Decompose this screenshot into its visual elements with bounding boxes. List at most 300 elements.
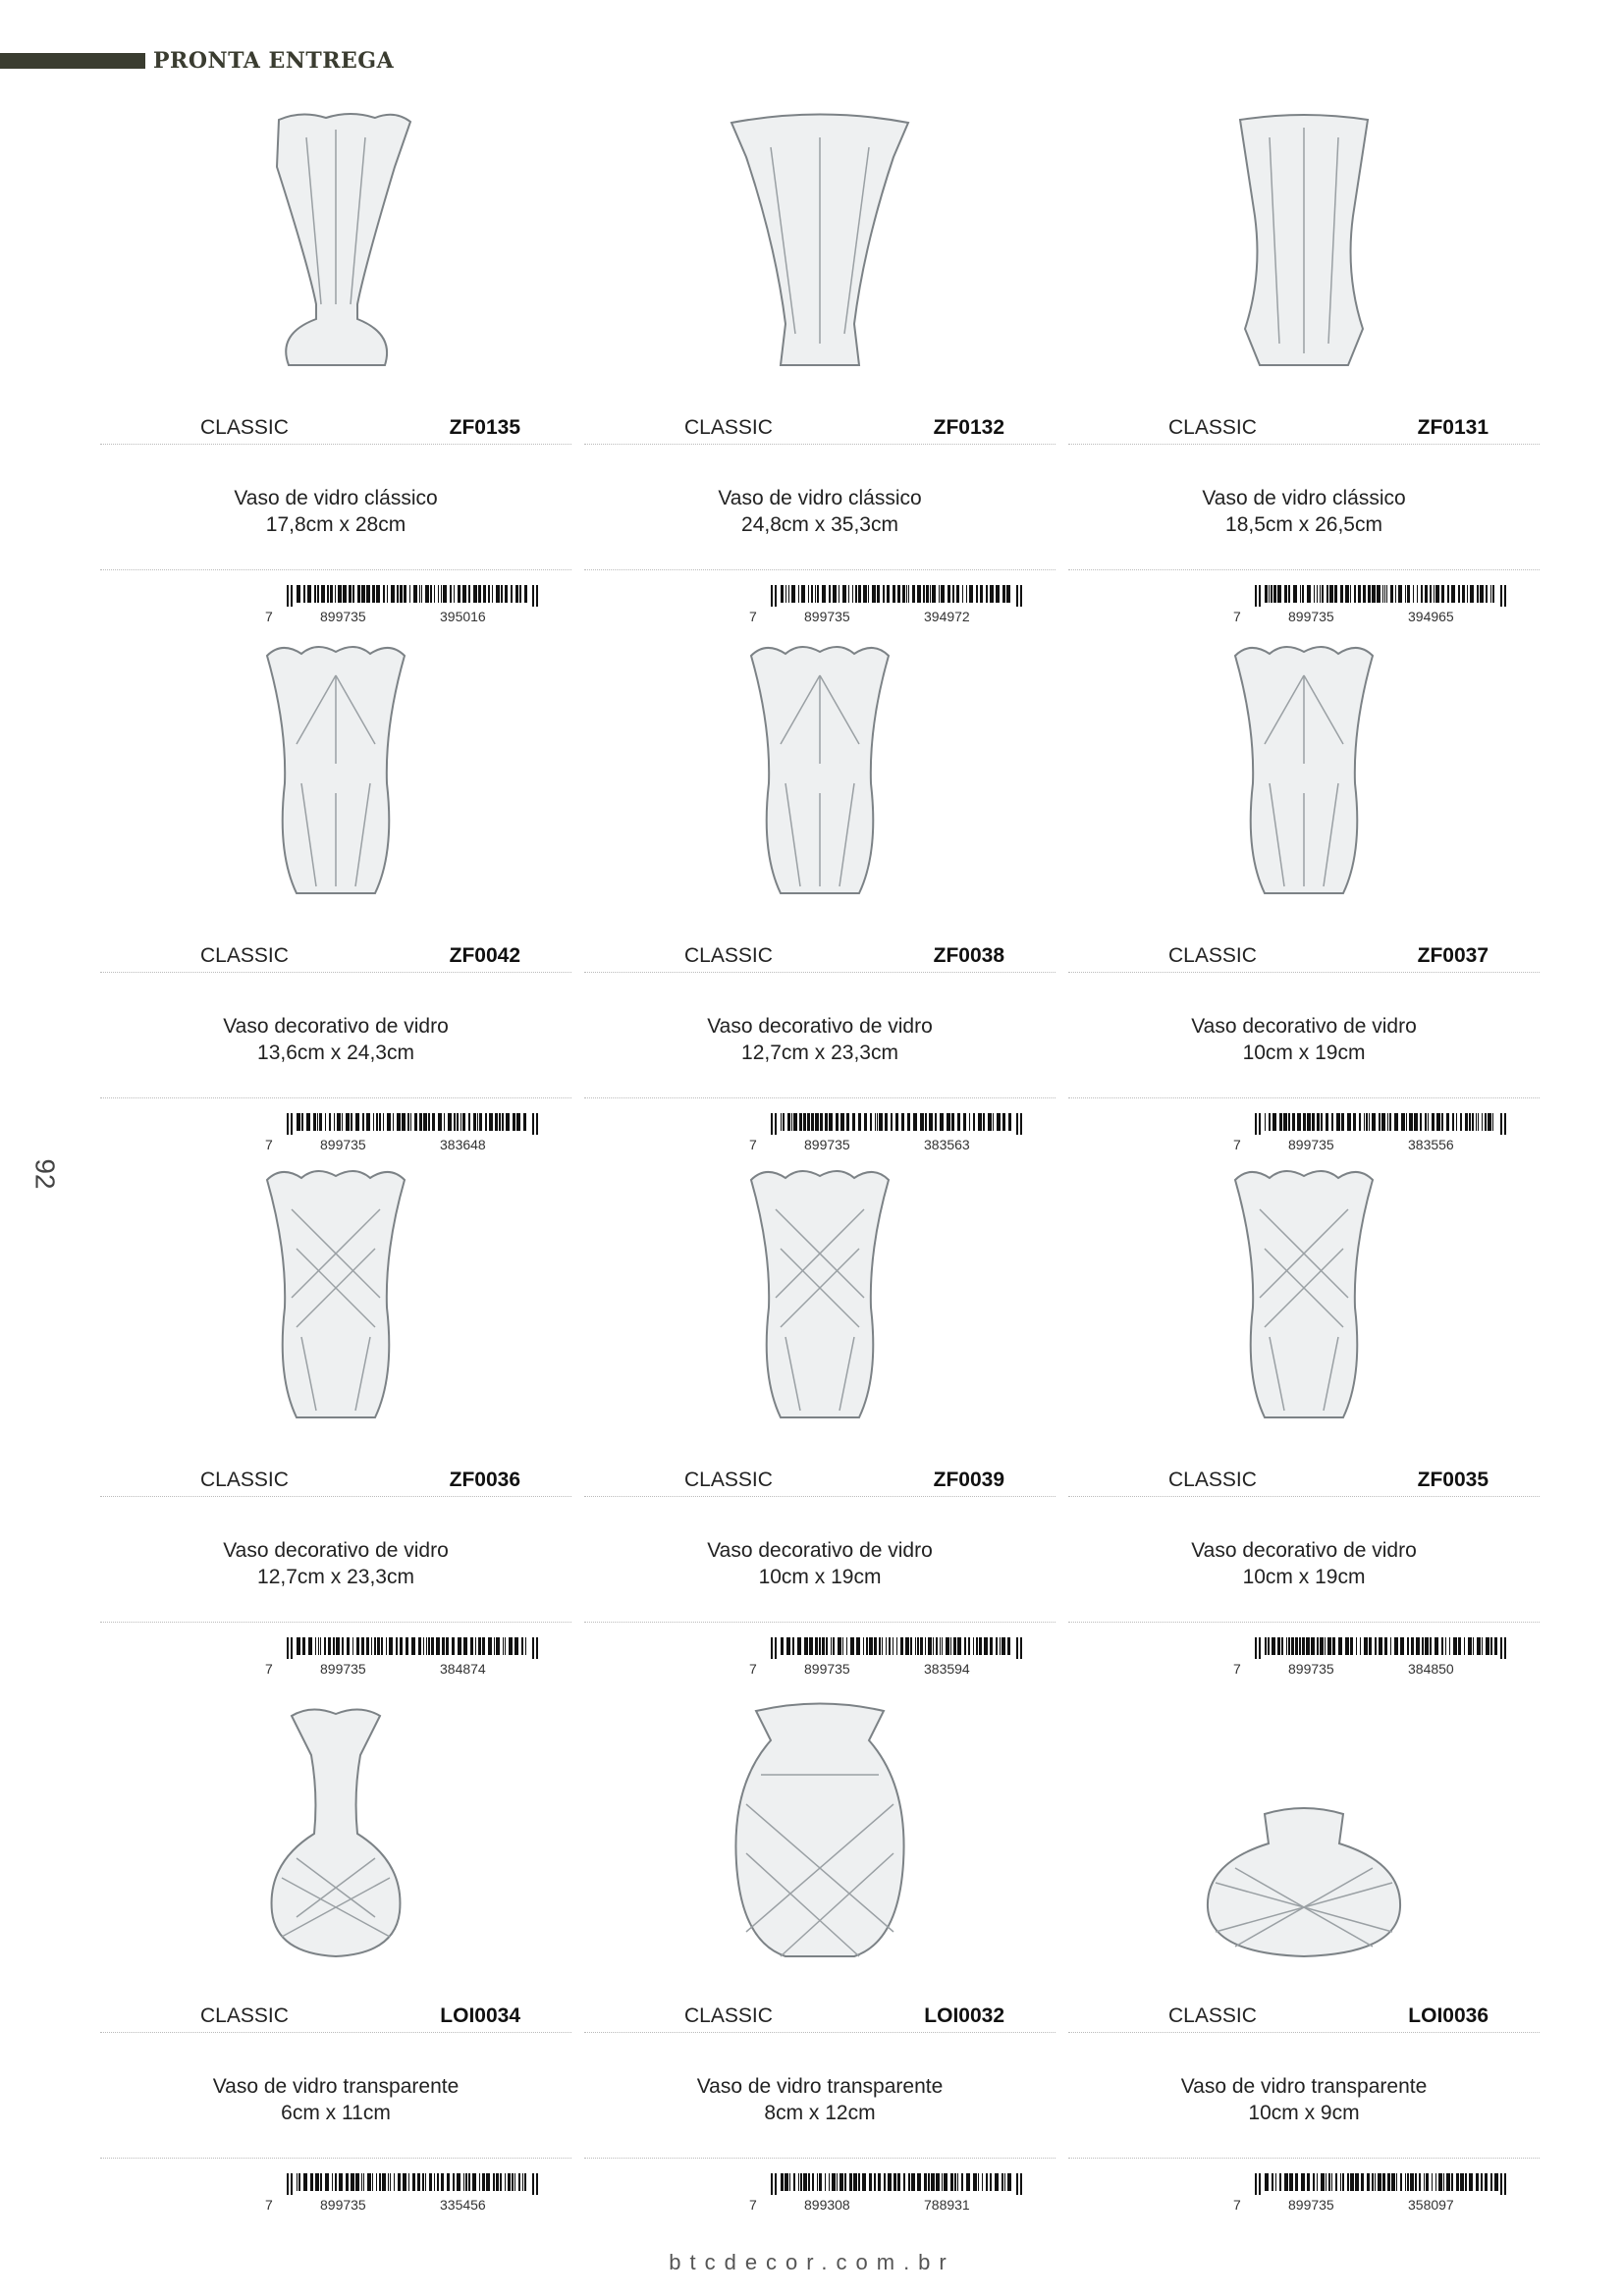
barcode-bar [389, 1637, 393, 1655]
barcode-check-digit: 7 [265, 2197, 273, 2213]
barcode-bar [450, 585, 452, 603]
barcode-bar [896, 1637, 897, 1655]
barcode-bar [499, 1113, 501, 1131]
barcode-bar [361, 2173, 362, 2191]
barcode-bar [875, 1113, 876, 1131]
barcode-bar [936, 1637, 938, 1655]
barcode-bar [390, 2173, 391, 2191]
barcode-bar [496, 2173, 499, 2191]
barcode-part2: 788931 [924, 2197, 970, 2213]
barcode-bar [973, 1637, 974, 1655]
barcode-bar [1436, 1113, 1440, 1131]
barcode-bar [1465, 1113, 1468, 1131]
barcode-guard-bar [291, 2173, 293, 2195]
barcode-bar [465, 2173, 467, 2191]
barcode-bar [1458, 1637, 1461, 1655]
barcode-bar [781, 1637, 784, 1655]
product-line: CLASSIC [1168, 944, 1257, 967]
product-code: ZF0131 [1417, 416, 1489, 439]
barcode-bar [1447, 585, 1449, 603]
barcode-bar [833, 1637, 835, 1655]
barcode-bar [336, 1637, 340, 1655]
barcode-bar [1428, 1113, 1429, 1131]
barcode-check-digit: 7 [1233, 2197, 1241, 2213]
barcode-bar [362, 1113, 364, 1131]
barcode-bar [1413, 585, 1414, 603]
barcode-bar [371, 1637, 372, 1655]
barcode-bar [1372, 1113, 1376, 1131]
barcode-bar [822, 1637, 825, 1655]
barcode-bar [1468, 1637, 1472, 1655]
barcode-bar [1486, 1637, 1489, 1655]
barcode-bar [825, 1113, 828, 1131]
barcode-bar [1272, 1637, 1275, 1655]
barcode-bar [525, 1637, 526, 1655]
barcode-check-digit: 7 [1233, 1661, 1241, 1677]
barcode-bar [837, 2173, 838, 2191]
barcode-bar [343, 585, 347, 603]
barcode-guard-bar [1504, 1113, 1506, 1135]
barcode-bar [1307, 2173, 1310, 2191]
barcode-bar [990, 1637, 993, 1655]
barcode-bar [1445, 1637, 1446, 1655]
barcode-bar [1378, 2173, 1381, 2191]
barcode-bar [840, 1113, 844, 1131]
barcode-bar [1432, 2173, 1433, 2191]
barcode-bar [1389, 1113, 1391, 1131]
barcode-bar [418, 1637, 421, 1655]
barcode-bar [990, 585, 994, 603]
product-line: CLASSIC [684, 1468, 773, 1491]
barcode-bar [1355, 2173, 1359, 2191]
barcode-bar [926, 585, 929, 603]
barcode-bar [984, 1637, 988, 1655]
barcode-bar [931, 2173, 935, 2191]
barcode-bar [815, 1113, 819, 1131]
barcode [749, 585, 1034, 632]
barcode-bar [1272, 1113, 1276, 1131]
barcode-check-digit: 7 [749, 1137, 757, 1152]
barcode-bar [310, 2173, 313, 2191]
barcode-bar [1314, 585, 1315, 603]
barcode-guard-bar [1016, 585, 1018, 607]
barcode-bar [352, 1637, 353, 1655]
barcode-bar [1358, 585, 1361, 603]
barcode-bar [1379, 1113, 1380, 1131]
barcode-bar [496, 585, 500, 603]
product-dimensions: 8cm x 12cm [764, 2102, 876, 2124]
barcode-bar [1469, 2173, 1473, 2191]
barcode-bar [383, 585, 385, 603]
barcode-bar [1293, 585, 1297, 603]
barcode-guard-bar [287, 1637, 289, 1659]
barcode-bar [961, 2173, 963, 2191]
barcode-bar [488, 585, 490, 603]
barcode-bar [346, 1113, 350, 1131]
barcode-bar [383, 1113, 384, 1131]
barcode [749, 2173, 1034, 2220]
product-card [584, 1696, 1056, 2226]
footer-website[interactable]: btcdecor.com.br [669, 2250, 955, 2274]
cut-glass-vase-icon [751, 647, 889, 893]
barcode-bar [502, 1113, 504, 1131]
barcode-bar [1283, 1113, 1287, 1131]
product-description-block [584, 485, 1056, 538]
barcode-bar [1317, 1637, 1319, 1655]
barcode-bar [1381, 1113, 1385, 1131]
barcode-bar [1485, 1113, 1487, 1131]
barcode-bar [493, 2173, 495, 2191]
product-description: Vaso de vidro transparente [1180, 2075, 1428, 2098]
barcode-bar [1367, 2173, 1370, 2191]
barcode-bar [1476, 1113, 1477, 1131]
barcode-bar [524, 585, 527, 603]
barcode-bar [973, 2173, 977, 2191]
barcode-bar [895, 1113, 898, 1131]
barcode [1233, 585, 1518, 632]
barcode-bar [376, 1113, 378, 1131]
cut-glass-vase-icon [1235, 647, 1373, 893]
barcode-bar [838, 1637, 841, 1655]
barcode-bar [394, 2173, 395, 2191]
barcode-bar [363, 2173, 364, 2191]
barcode-bar [1001, 1637, 1005, 1655]
barcode-guard-bar [1255, 1637, 1257, 1659]
barcode-bar [897, 585, 900, 603]
barcode-bar [1363, 585, 1366, 603]
barcode-bar [803, 2173, 807, 2191]
barcode-bar [1356, 1637, 1357, 1655]
barcode-bar [1331, 2173, 1332, 2191]
barcode-bar [1312, 1113, 1315, 1131]
barcode-bar [462, 585, 466, 603]
barcode-bar [978, 1113, 982, 1131]
barcode-bar [1350, 2173, 1354, 2191]
barcode-bar [811, 585, 813, 603]
barcode-bar [819, 1637, 821, 1655]
barcode-bar [996, 1637, 998, 1655]
barcode-bar [1416, 1637, 1420, 1655]
barcode-bar [1401, 1113, 1405, 1131]
barcode-bars [1255, 1637, 1510, 1659]
barcode-bar [817, 2173, 818, 2191]
barcode-bar [1000, 1637, 1001, 1655]
barcode-bar [1326, 585, 1328, 603]
barcode-bar [1332, 1637, 1335, 1655]
divider [584, 1622, 1056, 1623]
barcode-bar [342, 1637, 344, 1655]
barcode-bar [438, 585, 439, 603]
barcode-bar [1265, 1637, 1267, 1655]
barcode-bar [1419, 2173, 1421, 2191]
barcode-bar [951, 1113, 954, 1131]
barcode-guard-bar [771, 1637, 773, 1659]
barcode-guard-bar [291, 1113, 293, 1135]
barcode-part1: 899735 [804, 1137, 850, 1152]
barcode-part2: 395016 [440, 609, 486, 624]
barcode-bar [1477, 1637, 1481, 1655]
product-line: CLASSIC [684, 2004, 773, 2027]
barcode-bar [1410, 2173, 1414, 2191]
page-number: 92 [29, 1158, 61, 1190]
barcode-bar [438, 1113, 442, 1131]
barcode-bar [939, 585, 940, 603]
product-description: Vaso de vidro clássico [234, 487, 438, 509]
divider [100, 444, 571, 445]
barcode [265, 2173, 550, 2220]
barcode-bar [954, 2173, 956, 2191]
barcode-bar [302, 1637, 305, 1655]
barcode-bar [335, 2173, 337, 2191]
divider [584, 1097, 1056, 1098]
diamond-cut-vase-icon [267, 1171, 405, 1417]
barcode-bar [969, 1113, 970, 1131]
barcode-bar [495, 1113, 498, 1131]
barcode-bar [1338, 1637, 1342, 1655]
barcode-check-digit: 7 [749, 2197, 757, 2213]
barcode-bar [1472, 1113, 1474, 1131]
barcode-bar [351, 1113, 352, 1131]
barcode-bar [1007, 2173, 1011, 2191]
barcode-bar [1394, 1113, 1398, 1131]
product-image [584, 636, 1056, 931]
barcode-bar [514, 2173, 515, 2191]
barcode-bar [334, 1113, 335, 1131]
barcode-bar [863, 585, 867, 603]
barcode-bar [1426, 2173, 1429, 2191]
barcode-bar [351, 2173, 354, 2191]
barcode-bar [815, 585, 816, 603]
barcode-bar [1265, 585, 1268, 603]
barcode-bar [986, 2173, 988, 2191]
divider [100, 2158, 571, 2159]
barcode-bar [1480, 585, 1484, 603]
barcode-bar [317, 585, 319, 603]
barcode-bar [944, 2173, 947, 2191]
barcode-bar [367, 2173, 371, 2191]
barcode-bar [969, 585, 973, 603]
tulip-vase-icon [731, 115, 908, 366]
barcode-bar [516, 1113, 520, 1131]
barcode-bar [815, 1637, 818, 1655]
barcode-bar [397, 1113, 401, 1131]
barcode-bar [920, 1637, 923, 1655]
barcode-bar [831, 1637, 832, 1655]
barcode-bar [479, 1113, 482, 1131]
barcode-guard-bar [1020, 1113, 1022, 1135]
barcode-bar [403, 2173, 406, 2191]
divider [1068, 444, 1540, 445]
barcode-bar [381, 1637, 383, 1655]
barcode-bar [355, 1113, 359, 1131]
barcode-bar [855, 585, 857, 603]
barcode-bar [901, 1113, 904, 1131]
barcode-bar [1269, 585, 1270, 603]
barcode-bar [833, 585, 837, 603]
barcode-bar [950, 1637, 951, 1655]
barcode-check-digit: 7 [265, 1661, 273, 1677]
barcode-bar [328, 1637, 331, 1655]
barcode-bar [1379, 1637, 1382, 1655]
barcode-bar [1384, 585, 1385, 603]
barcode-bar [947, 1113, 950, 1131]
barcode-bar [486, 2173, 490, 2191]
barcode-bar [1405, 585, 1406, 603]
product-image [100, 636, 571, 931]
barcode-bar [308, 1637, 312, 1655]
barcode-bar [460, 1113, 461, 1131]
barcode-bar [968, 1637, 970, 1655]
barcode-bar [1432, 1113, 1435, 1131]
barcode-bar [903, 2173, 905, 2191]
barcode-bar [957, 1113, 960, 1131]
barcode-bar [1390, 1637, 1391, 1655]
barcode-bar [973, 1113, 975, 1131]
barcode-guard-bar [1016, 1113, 1018, 1135]
barcode-bar [1271, 585, 1272, 603]
barcode-bar [515, 585, 518, 603]
barcode-guard-bar [291, 1637, 293, 1659]
divider [1068, 1496, 1540, 1497]
barcode-bars [1255, 585, 1510, 607]
barcode-part2: 384850 [1408, 1661, 1454, 1677]
barcode-bar [986, 585, 988, 603]
product-dimensions: 12,7cm x 23,3cm [741, 1041, 898, 1064]
barcode-bar [379, 1113, 381, 1131]
barcode-bar [1326, 1113, 1328, 1131]
barcode-bar [352, 585, 354, 603]
barcode-guard-bar [1500, 2173, 1502, 2195]
barcode-bar [1345, 585, 1349, 603]
barcode-bar [897, 2173, 900, 2191]
barcode-check-digit: 7 [749, 609, 757, 624]
barcode-bar [1453, 1637, 1457, 1655]
bowl-vase-icon [1208, 1808, 1400, 1956]
barcode-bar [356, 1637, 359, 1655]
barcode-bar [801, 585, 805, 603]
barcode-bar [976, 1637, 978, 1655]
barcode-bar [842, 585, 846, 603]
barcode-bar [422, 2173, 424, 2191]
barcode [1233, 1637, 1518, 1684]
barcode-bar [1375, 1637, 1377, 1655]
barcode-bar [812, 2173, 814, 2191]
barcode-bar [1322, 585, 1324, 603]
barcode-bar [910, 1637, 912, 1655]
bud-vase-icon [272, 1709, 401, 1956]
barcode-bar [886, 1637, 887, 1655]
barcode-check-digit: 7 [1233, 609, 1241, 624]
barcode-bar [1345, 1637, 1349, 1655]
barcode-bar [1465, 2173, 1467, 2191]
barcode-bar [372, 2173, 373, 2191]
barcode-bar [1441, 1637, 1443, 1655]
barcode-bar [1490, 2173, 1492, 2191]
barcode-bar [883, 585, 885, 603]
barcode-bar [1469, 1113, 1471, 1131]
product-line: CLASSIC [1168, 1468, 1257, 1491]
barcode-bar [852, 1113, 855, 1131]
barcode-bars [771, 2173, 1026, 2195]
barcode-bar [1473, 1637, 1474, 1655]
divider [1068, 1622, 1540, 1623]
barcode-guard-bar [287, 2173, 289, 2195]
barcode-bar [1411, 1637, 1414, 1655]
barcode-bar [1354, 585, 1356, 603]
barcode-bar [1425, 1637, 1429, 1655]
barcode-bar [1382, 585, 1383, 603]
barcode-guard-bar [1500, 585, 1502, 607]
barcode-bar [377, 1637, 380, 1655]
product-card [584, 1160, 1056, 1690]
barcode-bar [1321, 2173, 1325, 2191]
product-code: ZF0035 [1417, 1468, 1489, 1491]
product-image [584, 1696, 1056, 1991]
barcode-bar [432, 1113, 435, 1131]
barcode-bar [850, 1637, 854, 1655]
barcode-bar [1398, 585, 1402, 603]
barcode-guard-bar [775, 1113, 777, 1135]
barcode-bar [917, 1637, 919, 1655]
barcode-bar [808, 2173, 810, 2191]
barcode-bar [917, 585, 921, 603]
barcode-guard-bar [287, 1113, 289, 1135]
barcode-bar [1486, 585, 1488, 603]
barcode-bar [1275, 2173, 1276, 2191]
barcode-bar [870, 1113, 872, 1131]
barcode-bar [524, 2173, 526, 2191]
barcode-bar [1451, 2173, 1453, 2191]
barcode-part2: 394972 [924, 609, 970, 624]
barcode-bar [505, 1637, 506, 1655]
divider [584, 2158, 1056, 2159]
barcode-bar [1417, 585, 1418, 603]
barcode-bar [889, 1637, 891, 1655]
barcode-guard-bar [1500, 1637, 1502, 1659]
barcode-guard-bar [771, 585, 773, 607]
barcode-bar [848, 585, 849, 603]
barcode-bar [811, 1113, 814, 1131]
product-line: CLASSIC [200, 1468, 289, 1491]
barcode-bar [1460, 1113, 1462, 1131]
product-description: Vaso decorativo de vidro [223, 1015, 449, 1038]
barcode-bar [947, 585, 950, 603]
product-card [100, 1160, 571, 1690]
barcode-bar [893, 585, 895, 603]
divider [1068, 2032, 1540, 2033]
barcode-bar [836, 1113, 839, 1131]
barcode-bar [1307, 585, 1311, 603]
barcode-bar [1342, 2173, 1344, 2191]
barcode-bar [1415, 2173, 1417, 2191]
barcode-bar [1317, 2173, 1318, 2191]
barcode-bar [297, 2173, 298, 2191]
barcode-bar [454, 1113, 456, 1131]
divider [100, 2032, 571, 2033]
barcode-part1: 899308 [804, 2197, 850, 2213]
barcode-bar [946, 1637, 949, 1655]
barcode-bar [839, 2173, 843, 2191]
product-description-block [1068, 1013, 1540, 1066]
barcode-bar [376, 2173, 377, 2191]
barcode-bar [1425, 585, 1428, 603]
barcode-bar [915, 1637, 916, 1655]
barcode-bar [808, 585, 809, 603]
divider [1068, 1097, 1540, 1098]
product-description: Vaso de vidro transparente [212, 2075, 460, 2098]
barcode-part1: 899735 [320, 1661, 366, 1677]
barcode-guard-bar [1020, 1637, 1022, 1659]
